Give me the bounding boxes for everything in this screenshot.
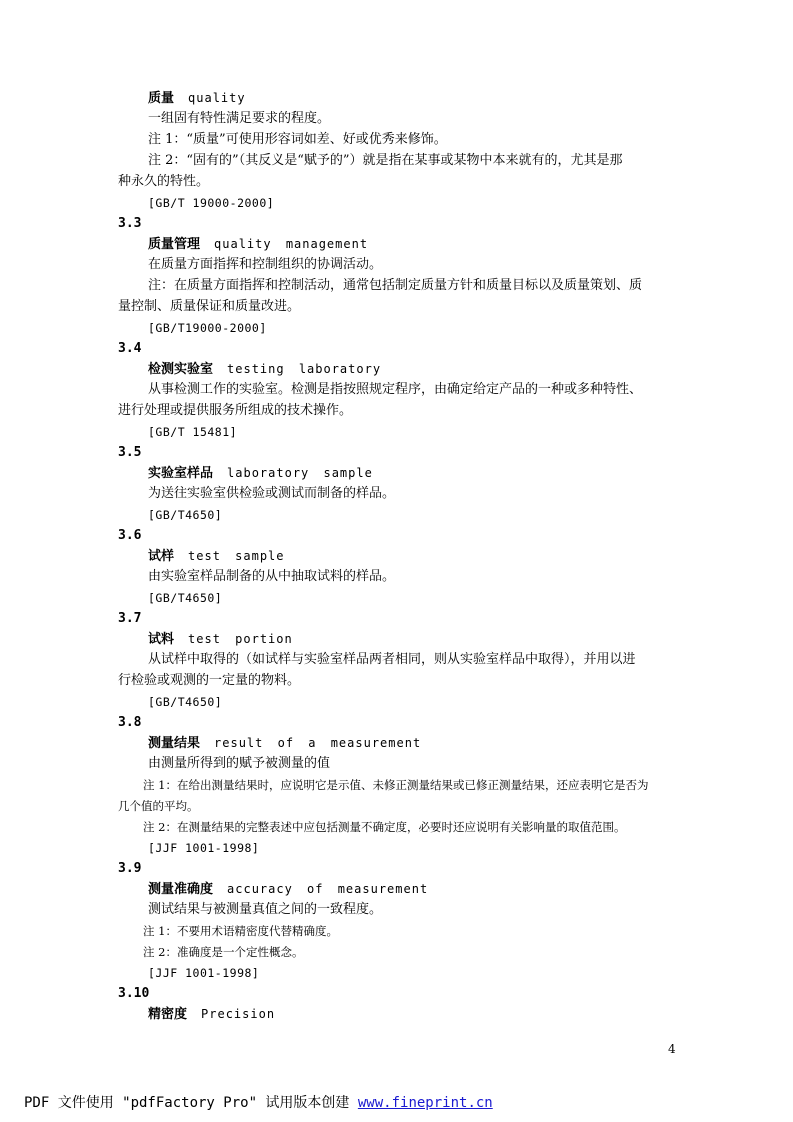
term-zh: 检测实验室 bbox=[148, 362, 214, 377]
definition: 测试结果与被测量真值之间的一致程度。 bbox=[148, 902, 383, 917]
term-zh: 精密度 bbox=[148, 1007, 188, 1022]
term-en: quality management bbox=[214, 237, 369, 251]
note: 注 2：在测量结果的完整表述中应包括测量不确定度，必要时还应说明有关影响量的取值范围。 bbox=[143, 820, 626, 834]
definition: 进行处理或提供服务所组成的技术操作。 bbox=[118, 403, 353, 418]
section-number: 3.4 bbox=[118, 341, 142, 356]
footer bbox=[24, 1092, 493, 1112]
note: 注 1：不要用术语精密度代替精确度。 bbox=[143, 924, 338, 938]
term-zh: 试料 bbox=[148, 632, 175, 647]
term-zh: 测量准确度 bbox=[148, 882, 214, 897]
definition: 从事检测工作的实验室。检测是指按照规定程序，由确定给定产品的一种或多种特性、 bbox=[148, 382, 643, 397]
term-heading-result-of-measurement bbox=[148, 735, 421, 752]
section-number: 3.3 bbox=[118, 216, 142, 231]
section-number: 3.5 bbox=[118, 445, 142, 460]
note: 注 1：“质量”可使用形容词如差、好或优秀来修饰。 bbox=[148, 132, 447, 147]
reference: [GB/T 15481] bbox=[148, 425, 238, 439]
term-zh: 质量管理 bbox=[148, 237, 201, 252]
note: 注 2：准确度是一个定性概念。 bbox=[143, 945, 304, 959]
term-heading-quality bbox=[148, 90, 246, 107]
term-en: testing laboratory bbox=[227, 362, 382, 376]
term-zh: 实验室样品 bbox=[148, 466, 214, 481]
reference: [GB/T4650] bbox=[148, 508, 223, 522]
reference: [JJF 1001-1998] bbox=[148, 966, 260, 980]
term-en: test sample bbox=[188, 549, 285, 563]
reference: [GB/T19000-2000] bbox=[148, 321, 267, 335]
section-number: 3.9 bbox=[118, 861, 142, 876]
reference: [GB/T 19000-2000] bbox=[148, 196, 275, 210]
term-en: accuracy of measurement bbox=[227, 882, 429, 896]
term-en: result of a measurement bbox=[214, 736, 422, 750]
note: 量控制、质量保证和质量改进。 bbox=[118, 299, 301, 314]
term-heading-laboratory-sample bbox=[148, 465, 373, 482]
note: 几个值的平均。 bbox=[118, 799, 199, 813]
footer-text: PDF 文件使用 "pdfFactory Pro" 试用版本创建 bbox=[24, 1095, 358, 1111]
note: 注 1：在给出测量结果时，应说明它是示值、未修正测量结果或已修正测量结果，还应表明它是否为 bbox=[143, 778, 649, 792]
term-heading-test-portion bbox=[148, 631, 293, 648]
section-number: 3.6 bbox=[118, 528, 142, 543]
definition: 行检验或观测的一定量的物料。 bbox=[118, 673, 301, 688]
section-number: 3.7 bbox=[118, 611, 142, 626]
reference: [GB/T4650] bbox=[148, 695, 223, 709]
term-zh: 试样 bbox=[148, 549, 175, 564]
term-en: test portion bbox=[188, 632, 293, 646]
term-zh: 质量 bbox=[148, 91, 175, 106]
reference: [JJF 1001-1998] bbox=[148, 841, 260, 855]
section-number: 3.8 bbox=[118, 715, 142, 730]
definition: 由实验室样品制备的从中抽取试料的样品。 bbox=[148, 569, 396, 584]
term-heading-quality-management bbox=[148, 236, 368, 253]
definition: 由测量所得到的赋予被测量的值 bbox=[148, 756, 331, 771]
definition: 在质量方面指挥和控制组织的协调活动。 bbox=[148, 257, 383, 272]
term-heading-testing-laboratory bbox=[148, 361, 381, 378]
reference: [GB/T4650] bbox=[148, 591, 223, 605]
term-zh: 测量结果 bbox=[148, 736, 201, 751]
term-en: laboratory sample bbox=[227, 466, 373, 480]
term-heading-test-sample bbox=[148, 548, 285, 565]
note: 注：在质量方面指挥和控制活动，通常包括制定质量方针和质量目标以及质量策划、质 bbox=[148, 278, 643, 293]
term-en: quality bbox=[188, 91, 246, 105]
definition: 从试样中取得的（如试样与实验室样品两者相同，则从实验室样品中取得），并用以进 bbox=[148, 652, 636, 667]
note: 注 2：“固有的”（其反义是“赋予的”）就是指在某事或某物中本来就有的，尤其是那 bbox=[148, 153, 623, 168]
definition: 为送往实验室供检验或测试而制备的样品。 bbox=[148, 486, 396, 501]
term-heading-precision bbox=[148, 1006, 275, 1023]
term-en: Precision bbox=[201, 1007, 276, 1021]
term-heading-accuracy-of-measurement bbox=[148, 881, 428, 898]
definition: 一组固有特性满足要求的程度。 bbox=[148, 111, 331, 126]
note: 种永久的特性。 bbox=[118, 174, 210, 189]
footer-link[interactable]: www.fineprint.cn bbox=[357, 1095, 493, 1111]
page-number: 4 bbox=[668, 1042, 676, 1056]
section-number: 3.10 bbox=[118, 986, 150, 1001]
